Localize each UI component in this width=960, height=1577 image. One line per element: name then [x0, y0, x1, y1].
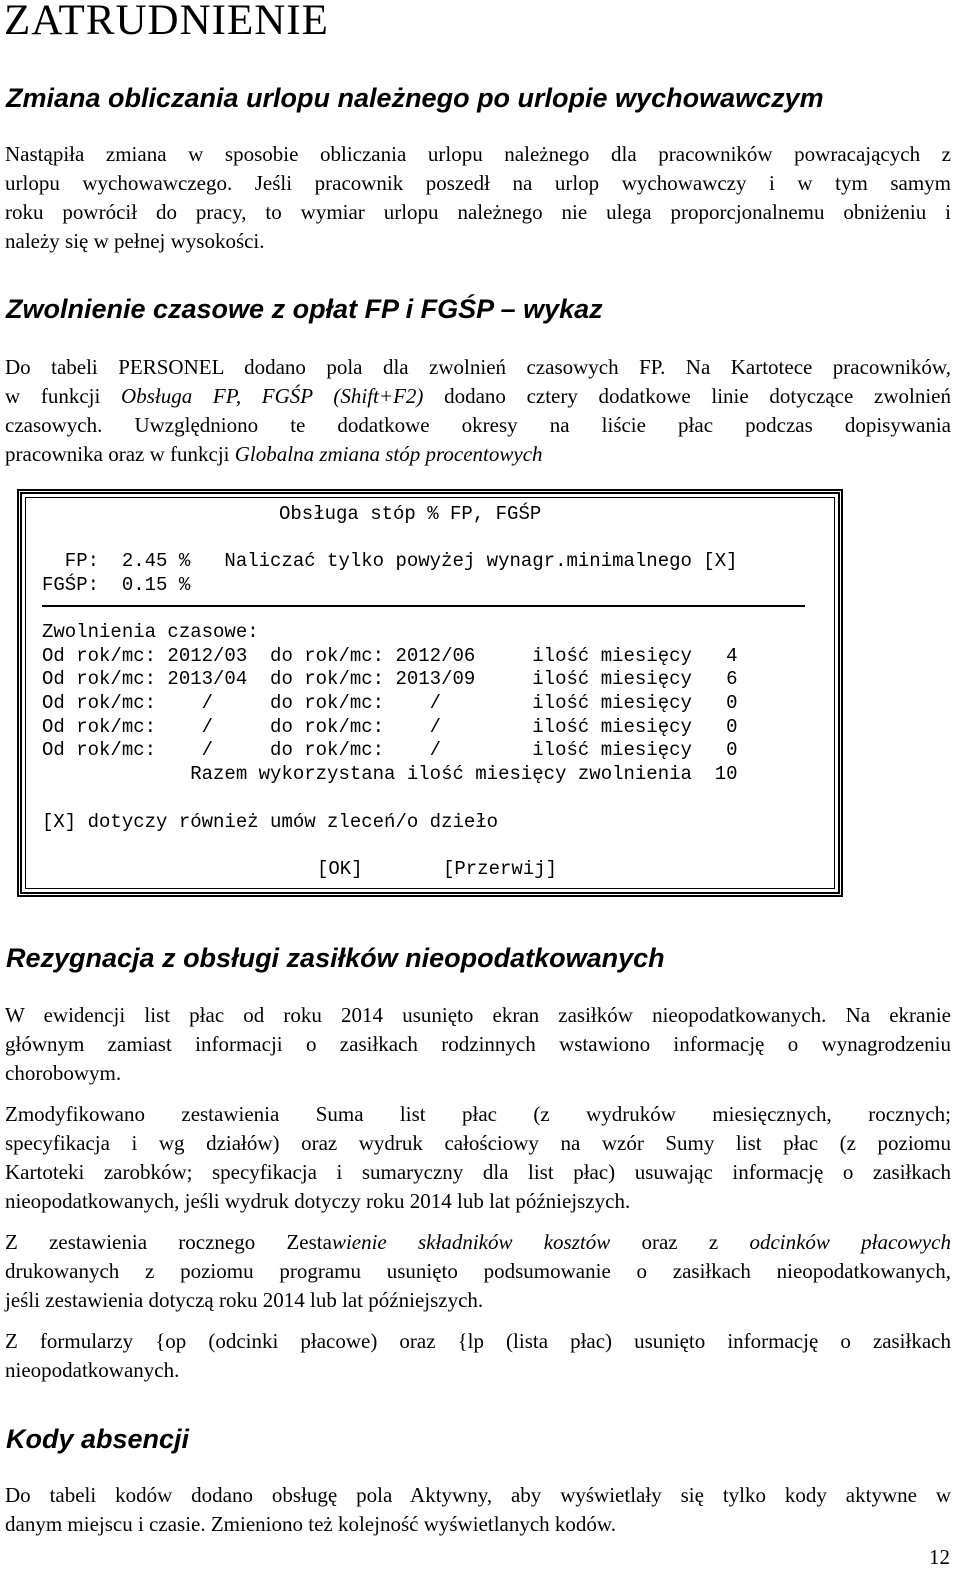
text-line: danym miejscu i czasie. Zmieniono też kolejność wyświetlanych kodów.	[5, 1512, 616, 1536]
text-line: urlopu wychowawczego. Jeśli pracownik poszedł na urlop wychowawczy i w tym samym	[5, 171, 951, 195]
italic-function-name: Obsługa FP, FGŚP (Shift+F2)	[121, 384, 424, 408]
dialog-divider	[42, 605, 805, 607]
text-line: Nastąpiła zmiana w sposobie obliczania urlopu należnego dla pracowników powracających z	[5, 142, 951, 166]
fgsp-rate-row[interactable]: FGŚP: 0.15 %	[42, 574, 191, 596]
ok-button[interactable]: [OK]	[317, 858, 363, 880]
text-line: Do tabeli PERSONEL dodano pola dla zwolnień czasowych FP. Na Kartotece pracowników,	[5, 355, 951, 379]
paragraph-kody	[5, 1481, 951, 1539]
section-heading-urlop: Zmiana obliczania urlopu należnego po urlopie wychowawczym	[6, 83, 824, 113]
text-line: w funkcji Obsługa FP, FGŚP (Shift+F2) dodano cztery dodatkowe linie dotyczące zwolnień	[5, 384, 951, 408]
exemption-row[interactable]: Od rok/mc: / do rok/mc: / ilość miesięcy 0	[42, 739, 738, 761]
text-line: Z zestawienia rocznego Zestawienie składników kosztów oraz z odcinków płacowych	[5, 1230, 951, 1254]
text-line: Kartoteki zarobków; specyfikacja i sumaryczny dla list płac) usuwając informację o zasiłkach	[5, 1160, 951, 1184]
text-line: pracownika oraz w funkcji Globalna zmiana stóp procentowych	[5, 442, 543, 466]
text-line: specyfikacja i wg działów) oraz wydruk całościowy na wzór Sumy list płac (z poziomu	[5, 1131, 951, 1155]
dialog-title: Obsługa stóp % FP, FGŚP	[279, 503, 542, 525]
text-line: Do tabeli kodów dodano obsługę pola Aktywny, aby wyświetlały się tylko kody aktywne w	[5, 1483, 951, 1507]
italic-function-name: Globalna zmiana stóp procentowych	[234, 442, 543, 466]
paragraph-zwolnienie	[5, 353, 951, 469]
text-line: Zmodyfikowano zestawienia Suma list płac (z wydruków miesięcznych, rocznych;	[5, 1102, 951, 1126]
section-heading-kody: Kody absencji	[6, 1424, 190, 1454]
page-title: ZATRUDNIENIE	[4, 0, 329, 44]
page-number: 12	[929, 1545, 950, 1569]
paragraph-urlop	[5, 140, 951, 256]
total-months-row: Razem wykorzystana ilość miesięcy zwolnienia 10	[42, 763, 738, 785]
exemption-row[interactable]: Od rok/mc: / do rok/mc: / ilość miesięcy 0	[42, 716, 738, 738]
section-heading-zwolnienie: Zwolnienie czasowe z opłat FP i FGŚP – wykaz	[6, 294, 603, 324]
text-line: głównym zamiast informacji o zasiłkach rodzinnych wstawiono informację o wynagrodzeniu	[5, 1032, 951, 1056]
fp-rate-row[interactable]: FP: 2.45 % Naliczać tylko powyżej wynagr.minimalnego [X]	[42, 550, 738, 572]
paragraph-zasilki-4	[5, 1327, 951, 1385]
text-line: W ewidencji list płac od roku 2014 usunięto ekran zasiłków nieopodatkowanych. Na ekranie	[5, 1003, 951, 1027]
exemption-row[interactable]: Od rok/mc: / do rok/mc: / ilość miesięcy 0	[42, 692, 738, 714]
text-line: drukowanych z poziomu programu usunięto podsumowanie o zasiłkach nieopodatkowanych,	[5, 1259, 951, 1283]
paragraph-zasilki-1	[5, 1001, 951, 1088]
cancel-button[interactable]: [Przerwij]	[443, 858, 558, 880]
text-line: roku powrócił do pracy, to wymiar urlopu należnego nie ulega proporcjonalnemu obniżeniu i	[5, 200, 951, 224]
section-heading-zasilki: Rezygnacja z obsługi zasiłków nieopodatkowanych	[6, 943, 665, 973]
exemptions-label: Zwolnienia czasowe:	[42, 621, 259, 643]
italic-report-name: odcinków płacowych	[749, 1230, 951, 1254]
paragraph-zasilki-2	[5, 1100, 951, 1216]
paragraph-zasilki-3	[5, 1228, 951, 1315]
text-line: czasowych. Uwzględniono te dodatkowe okresy na liście płac podczas dopisywania	[5, 413, 951, 437]
italic-report-name: wienie składników kosztów	[331, 1230, 611, 1254]
text-line: nieopodatkowanych, jeśli wydruk dotyczy roku 2014 lub lat późniejszych.	[5, 1189, 631, 1213]
text-line: chorobowym.	[5, 1061, 122, 1085]
exemption-row[interactable]: Od rok/mc: 2013/04 do rok/mc: 2013/09 ilość miesięcy 6	[42, 668, 738, 690]
contracts-checkbox[interactable]: [X] dotyczy również umów zleceń/o dzieło	[42, 811, 499, 833]
text-line: nieopodatkowanych.	[5, 1358, 180, 1382]
text-line: należy się w pełnej wysokości.	[5, 229, 265, 253]
text-line: jeśli zestawienia dotyczą roku 2014 lub lat późniejszych.	[5, 1288, 484, 1312]
exemption-row[interactable]: Od rok/mc: 2012/03 do rok/mc: 2012/06 ilość miesięcy 4	[42, 645, 738, 667]
text-line: Z formularzy {op (odcinki płacowe) oraz {lp (lista płac) usunięto informację o zasiłkach	[5, 1329, 951, 1353]
